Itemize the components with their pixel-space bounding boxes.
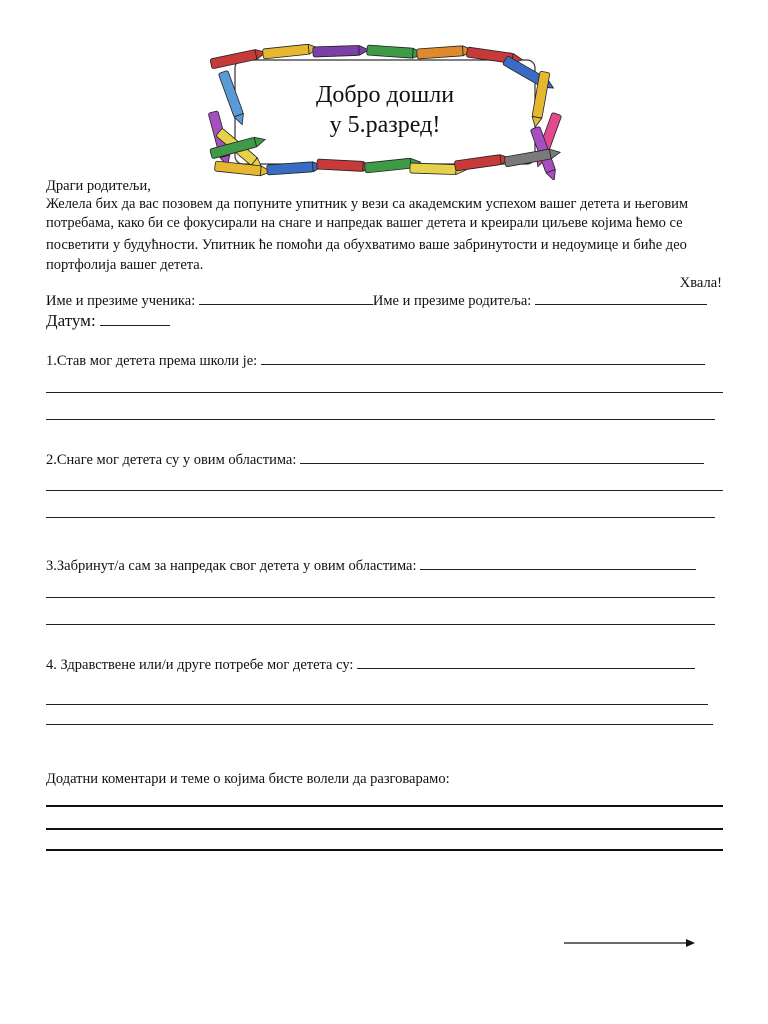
comments-label: Додатни коментари и теме о којима бисте волели да разговарамо: [46, 771, 450, 787]
date-row [46, 311, 170, 331]
comments-line[interactable] [46, 805, 723, 807]
greeting: Драги родитељи, [46, 178, 151, 194]
arrow-right-icon [562, 936, 698, 950]
question-4-row [46, 656, 695, 674]
question-2-row [46, 451, 704, 469]
question-2-label: 2.Снаге мог детета су у овим областима: [46, 452, 297, 468]
parent-name-label: Име и презиме родитеља: [372, 293, 532, 309]
intro-line-4: портфолија вашег детета. [46, 257, 204, 273]
question-4-field[interactable] [357, 656, 695, 669]
student-name-label: Име и презиме ученика: [46, 293, 196, 309]
question-4-answer-line[interactable] [46, 724, 713, 725]
intro-line-2: потребама, како би се фокусирали на снаге и напредак вашег детета и креирали циљеве којима ћемо се [46, 215, 683, 231]
name-fields-row [46, 292, 707, 310]
question-3-field[interactable] [420, 557, 696, 570]
question-3-label: 3.Забринут/а сам за напредак свог детета у овим областима: [46, 558, 417, 574]
banner-title-line1: Добро дошли [315, 82, 455, 108]
question-4-answer-line[interactable] [46, 704, 708, 705]
question-1-label: 1.Став мог детета према школи је: [46, 353, 258, 369]
thanks: Хвала! [679, 275, 722, 291]
question-4-label: 4. Здравствене или/и друге потребе мог детета су: [46, 657, 354, 673]
question-1-answer-line[interactable] [46, 419, 715, 420]
question-3-answer-line[interactable] [46, 597, 715, 598]
question-1-field[interactable] [261, 352, 705, 365]
banner-title-line2: у 5.разред! [329, 112, 441, 138]
intro-line-1: Желела бих да вас позовем да попуните упитник у вези са академским успехом вашег детета и његовим [46, 196, 689, 212]
parent-name-field[interactable] [535, 292, 707, 305]
question-2-answer-line[interactable] [46, 490, 723, 491]
question-1-answer-line[interactable] [46, 392, 723, 393]
question-2-field[interactable] [300, 451, 704, 464]
comments-line[interactable] [46, 849, 723, 851]
question-1-row [46, 352, 705, 370]
date-label: Датум: [46, 311, 96, 330]
comments-line[interactable] [46, 828, 723, 830]
student-name-field[interactable] [199, 292, 373, 305]
question-3-answer-line[interactable] [46, 624, 715, 625]
intro-line-3: посветити у будућности. Упитник ће помоћи да обухватимо ваше забринутости и недоумице и биће део [46, 237, 687, 253]
welcome-banner [205, 42, 565, 180]
question-3-row [46, 557, 696, 575]
question-2-answer-line[interactable] [46, 517, 715, 518]
date-field[interactable] [100, 313, 170, 326]
